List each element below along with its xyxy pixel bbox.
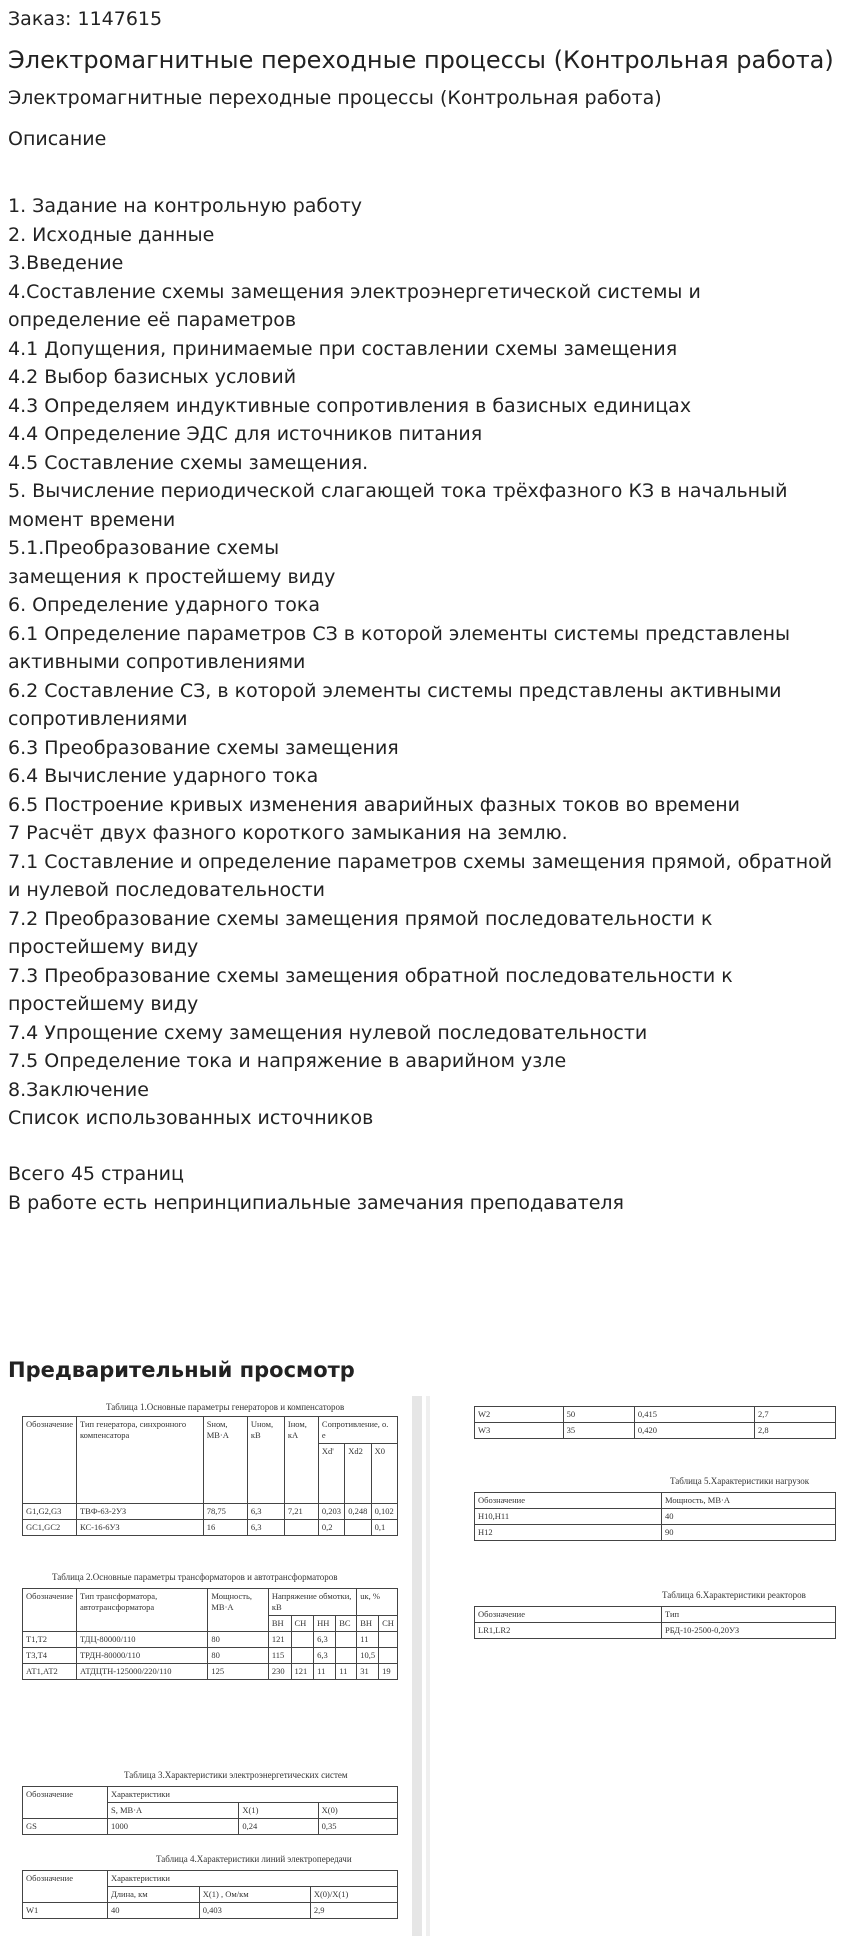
order-number: Заказ: 1147615 [8, 8, 163, 30]
table-cell: 230 [268, 1664, 291, 1680]
toc-item: простейшему виду [8, 993, 199, 1015]
table-cell: РБД-10-2500-0,20УЗ [662, 1623, 836, 1639]
description-label: Описание [8, 128, 107, 150]
table-cell: Т1,Т2 [23, 1632, 77, 1648]
table-header-cell: Uном, кВ [247, 1417, 284, 1504]
table-header-cell: Обозначение [475, 1493, 662, 1509]
table-cell: Н12 [475, 1525, 662, 1541]
table-cell: 40 [108, 1903, 200, 1919]
table1 [22, 1416, 398, 1536]
table6 [474, 1606, 836, 1639]
table-header-cell: Обозначение [23, 1871, 108, 1903]
table-header-cell: X0 [371, 1444, 397, 1504]
table-header-cell: Тип [662, 1607, 836, 1623]
table-header-cell: ВН [268, 1616, 291, 1632]
toc-item: 3.Введение [8, 252, 124, 274]
table6-caption: Таблица 6.Характеристики реакторов [662, 1590, 806, 1600]
toc-item: 7.2 Преобразование схемы замещения прямой последовательности к [8, 907, 713, 930]
page-subtitle: Электромагнитные переходные процессы (Контрольная работа) [8, 87, 662, 109]
preview-page-right [468, 1396, 840, 1936]
table-row [23, 1648, 398, 1664]
table-cell: ТРДН-80000/110 [76, 1648, 207, 1664]
table-header-cell: ВС [336, 1616, 357, 1632]
table-header-cell: X(0) [318, 1803, 397, 1819]
table-header-cell: Мощность, МВ·А [208, 1589, 269, 1632]
table-cell: W2 [475, 1407, 564, 1423]
toc-item: 6. Определение ударного тока [8, 594, 321, 616]
table3-caption: Таблица 3.Характеристики электроэнергетических систем [124, 1770, 348, 1780]
toc-item: 5.1.Преобразование схемы [8, 537, 280, 559]
table-cell: 0,35 [318, 1819, 397, 1835]
table-cell: 125 [208, 1664, 269, 1680]
table-header-cell: Обозначение [475, 1607, 662, 1623]
page-title: Электромагнитные переходные процессы (Контрольная работа) [8, 46, 834, 74]
toc-item: сопротивлениями [8, 708, 188, 730]
table-cell: 2,7 [754, 1407, 835, 1423]
toc-item: 8.Заключение [8, 1078, 149, 1101]
table-cell: 0,415 [634, 1407, 754, 1423]
table-header-cell: X(0)/X(1) [310, 1887, 397, 1903]
table-cell: 121 [268, 1632, 291, 1648]
table-cell [291, 1648, 314, 1664]
table-header-cell: Sном, МВ·А [203, 1417, 247, 1504]
table4 [22, 1870, 398, 1919]
toc-item: активными сопротивлениями [8, 651, 306, 673]
table-cell: ТДЦ-80000/110 [76, 1632, 207, 1648]
toc-item: 6.4 Вычисление ударного тока [8, 765, 319, 787]
table-row [23, 1819, 398, 1835]
toc-item: 4.1 Допущения, принимаемые при составлении схемы замещения [8, 337, 678, 360]
table-row [23, 1664, 398, 1680]
table2 [22, 1588, 398, 1680]
table-header-cell: Обозначение [23, 1787, 108, 1819]
table5-caption: Таблица 5.Характеристики нагрузок [670, 1476, 810, 1486]
table-cell [379, 1632, 398, 1648]
table-cell: W1 [23, 1903, 108, 1919]
work-info [8, 1160, 624, 1217]
table-cell: GS [23, 1819, 108, 1835]
toc-item: 7.1 Составление и определение параметров схемы замещения прямой, обратной [8, 850, 833, 873]
table-cell: АТ1,АТ2 [23, 1664, 77, 1680]
table-cell: 115 [268, 1648, 291, 1664]
table-cell: Т3,Т4 [23, 1648, 77, 1664]
toc-item: простейшему виду [8, 936, 199, 958]
table-cell: АТДЦТН-125000/220/110 [76, 1664, 207, 1680]
table-cell: 0,248 [345, 1504, 371, 1520]
table-header-cell: Напряжение обмотки, кВ [268, 1589, 356, 1616]
table-cell: 0,420 [634, 1423, 754, 1439]
table-cell: 31 [357, 1664, 379, 1680]
table4-continued [474, 1406, 836, 1439]
toc-item: 1. Задание на контрольную работу [8, 195, 363, 217]
table-cell: 50 [563, 1407, 634, 1423]
table-cell: 6,3 [314, 1648, 336, 1664]
table-cell: 2,9 [310, 1903, 397, 1919]
toc-item: 7.4 Упрощение схему замещения нулевой последовательности [8, 1021, 648, 1044]
table-row [475, 1423, 836, 1439]
table-header-cell: Тип трансформатора, автотрансформатора [76, 1589, 207, 1632]
toc-item: определение её параметров [8, 309, 297, 331]
toc-item: 4.5 Составление схемы замещения. [8, 451, 369, 474]
table-cell: 10,5 [357, 1648, 379, 1664]
table-header-cell: НН [314, 1616, 336, 1632]
table-cell: 0,203 [318, 1504, 344, 1520]
preview-title: Предварительный просмотр [8, 1358, 355, 1382]
table-header-cell: S, МВ·А [108, 1803, 239, 1819]
table-cell: 0,102 [371, 1504, 397, 1520]
table-header-cell: Обозначение [23, 1589, 77, 1632]
table-cell: LR1,LR2 [475, 1623, 662, 1639]
table-row [475, 1623, 836, 1639]
table-cell: G1,G2,G3 [23, 1504, 77, 1520]
table-row [475, 1525, 836, 1541]
table-header-cell: СН [379, 1616, 398, 1632]
toc-item: 7 Расчёт двух фазного короткого замыкания на землю. [8, 822, 568, 844]
table-header-cell: Xd2 [345, 1444, 371, 1504]
table-header-cell: Характеристики [108, 1787, 398, 1803]
table-cell: 90 [662, 1525, 836, 1541]
toc-item: Список использованных источников [8, 1107, 374, 1129]
toc-item: 4.2 Выбор базисных условий [8, 366, 297, 388]
table-cell: 2,8 [754, 1423, 835, 1439]
table-header-cell: Мощность, МВ·А [662, 1493, 836, 1509]
table-cell: 11 [357, 1632, 379, 1648]
table-cell: 35 [563, 1423, 634, 1439]
table1-caption: Таблица 1.Основные параметры генераторов и компенсаторов [106, 1402, 345, 1412]
toc-item: 6.2 Составление СЗ, в которой элементы системы представлены активными [8, 679, 782, 702]
table-header-cell: X(1) , Ом/км [199, 1887, 310, 1903]
table-cell [284, 1520, 318, 1536]
table-cell: 11 [336, 1664, 357, 1680]
table-header-cell: X(1) [239, 1803, 318, 1819]
toc-item: и нулевой последовательности [8, 879, 326, 901]
table-cell: 19 [379, 1664, 398, 1680]
table-row [475, 1509, 836, 1525]
table-cell: 1000 [108, 1819, 239, 1835]
table-header-cell: СН [291, 1616, 314, 1632]
table2-caption: Таблица 2.Основные параметры трансформаторов и автотрансформаторов [52, 1572, 338, 1582]
teacher-note: В работе есть непринципиальные замечания преподавателя [8, 1191, 624, 1214]
table-header-cell: Обозначение [23, 1417, 77, 1504]
table-cell: 11 [314, 1664, 336, 1680]
table-header-cell: ВН [357, 1616, 379, 1632]
table-cell: 121 [291, 1664, 314, 1680]
table-cell: 80 [208, 1632, 269, 1648]
document-preview[interactable] [8, 1396, 840, 1936]
toc-item: 6.3 Преобразование схемы замещения [8, 736, 399, 759]
table-cell [336, 1648, 357, 1664]
table-cell: 16 [203, 1520, 247, 1536]
table-cell: W3 [475, 1423, 564, 1439]
table3 [22, 1786, 398, 1835]
table-cell: 0,1 [371, 1520, 397, 1536]
toc-item: момент времени [8, 508, 176, 531]
table-of-contents [8, 192, 838, 1133]
toc-item: 7.5 Определение тока и напряжение в аварийном узле [8, 1050, 567, 1072]
table-header-cell: Длина, км [108, 1887, 200, 1903]
table-cell: Н10,Н11 [475, 1509, 662, 1525]
table-cell [345, 1520, 371, 1536]
table4-caption: Таблица 4.Характеристики линий электропередачи [156, 1854, 352, 1864]
table-cell [291, 1632, 314, 1648]
preview-page-left [8, 1396, 408, 1936]
table-cell: КС-16-6УЗ [76, 1520, 203, 1536]
table-cell: 78,75 [203, 1504, 247, 1520]
table5 [474, 1492, 836, 1541]
table-header-cell: Характеристики [108, 1871, 398, 1887]
toc-item: 7.3 Преобразование схемы замещения обратной последовательности к [8, 964, 733, 987]
table-row [23, 1504, 398, 1520]
table-cell: 40 [662, 1509, 836, 1525]
pages-count: Всего 45 страниц [8, 1163, 184, 1185]
table-cell [336, 1632, 357, 1648]
toc-item: замещения к простейшему виду [8, 565, 336, 588]
preview-divider [412, 1396, 422, 1936]
table-cell: ТВФ-63-2УЗ [76, 1504, 203, 1520]
table-row [23, 1520, 398, 1536]
table-cell: 0,403 [199, 1903, 310, 1919]
toc-item: 6.1 Определение параметров СЗ в которой элементы системы представлены [8, 622, 791, 645]
table-cell: 0,24 [239, 1819, 318, 1835]
table-header-cell: Xd' [318, 1444, 344, 1504]
toc-item: 4.Составление схемы замещения электроэнергетической системы и [8, 280, 701, 303]
table-header-cell: Тип генератора, синхронного компенсатора [76, 1417, 203, 1504]
table-cell: 0,2 [318, 1520, 344, 1536]
table-cell [379, 1648, 398, 1664]
table-header-cell: uк, % [357, 1589, 398, 1616]
table-cell: 80 [208, 1648, 269, 1664]
table-cell: 6,3 [247, 1504, 284, 1520]
table-header-cell: Сопротивление, о. е [318, 1417, 397, 1444]
table-header-cell: Iном, кА [284, 1417, 318, 1504]
table-cell: 7,21 [284, 1504, 318, 1520]
toc-item: 4.3 Определяем индуктивные сопротивления в базисных единицах [8, 394, 692, 417]
table-cell: 6,3 [314, 1632, 336, 1648]
toc-item: 2. Исходные данные [8, 223, 215, 246]
table-cell: 6,3 [247, 1520, 284, 1536]
preview-divider [426, 1396, 430, 1936]
table-cell: GC1,GC2 [23, 1520, 77, 1536]
table-row [23, 1632, 398, 1648]
toc-item: 6.5 Построение кривых изменения аварийных фазных токов во времени [8, 793, 741, 816]
table-row [475, 1407, 836, 1423]
toc-item: 4.4 Определение ЭДС для источников питания [8, 423, 483, 445]
toc-item: 5. Вычисление периодической слагающей тока трёхфазного КЗ в начальный [8, 480, 788, 502]
table-row [23, 1903, 398, 1919]
